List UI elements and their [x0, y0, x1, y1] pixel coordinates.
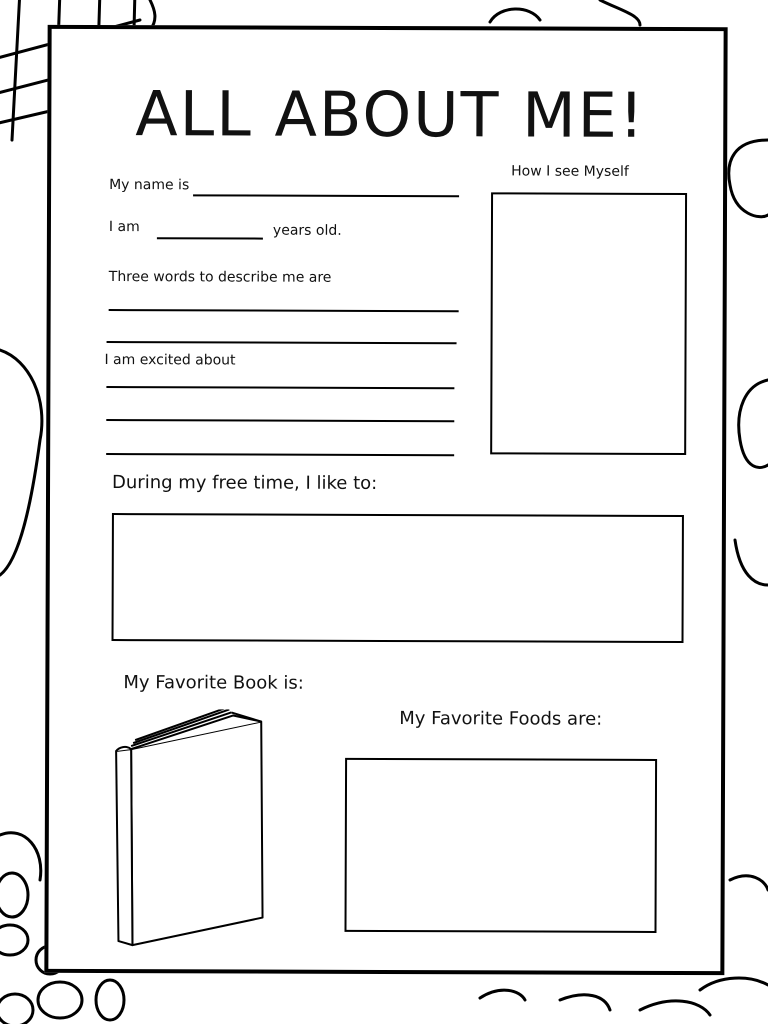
self-portrait-box[interactable]: [490, 192, 687, 455]
favorite-foods-box[interactable]: [344, 758, 657, 933]
free-time-label: During my free time, I like to:: [112, 472, 378, 494]
excited-line-2[interactable]: [106, 419, 454, 422]
name-line[interactable]: [193, 194, 459, 197]
name-label: My name is: [109, 177, 190, 194]
worksheet: [44, 25, 727, 975]
three-words-line-2[interactable]: [107, 341, 457, 344]
age-label: I am: [108, 219, 140, 236]
age-suffix-label: years old.: [272, 222, 342, 239]
three-words-line-1[interactable]: [109, 309, 459, 312]
book-icon: [110, 709, 271, 950]
excited-label: I am excited about: [104, 352, 236, 369]
free-time-box[interactable]: [112, 513, 684, 643]
excited-line-1[interactable]: [106, 386, 454, 389]
favorite-book-label: My Favorite Book is:: [123, 672, 304, 694]
three-words-label: Three words to describe me are: [108, 269, 332, 286]
age-line[interactable]: [157, 237, 263, 239]
page-title: ALL ABOUT ME!: [135, 77, 646, 152]
favorite-foods-label: My Favorite Foods are:: [399, 708, 603, 730]
self-portrait-label: How I see Myself: [511, 163, 629, 180]
excited-line-3[interactable]: [106, 453, 454, 456]
